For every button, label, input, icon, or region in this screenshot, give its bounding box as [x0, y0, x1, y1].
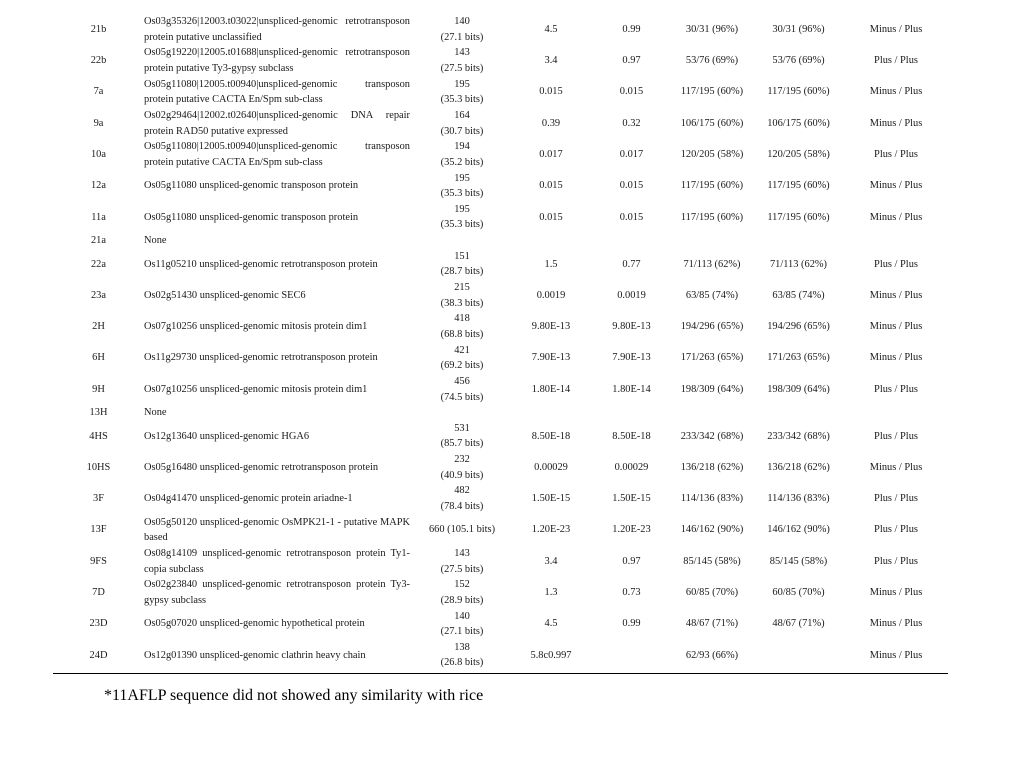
table-row	[53, 546, 948, 577]
row-identities: 233/342 (68%)	[680, 430, 744, 442]
row-expect-2: 0.017	[619, 149, 644, 161]
row-identities-2: 106/175 (60%)	[767, 117, 830, 129]
row-bits: (74.5 bits)	[440, 391, 484, 403]
row-identities: 198/309 (64%)	[680, 383, 744, 395]
row-identities: 136/218 (62%)	[680, 461, 744, 473]
row-description: None	[144, 235, 167, 247]
row-score-cell	[414, 452, 510, 483]
row-score: 421	[454, 344, 470, 356]
row-bits: (35.3 bits)	[440, 188, 484, 200]
row-expect: 0.017	[539, 149, 563, 161]
row-id: 23D	[89, 618, 108, 630]
row-expect: 0.39	[541, 117, 561, 129]
row-score: 151	[454, 250, 470, 262]
row-identities-2	[753, 640, 844, 671]
row-bits: (69.2 bits)	[440, 360, 484, 372]
row-identities: 71/113 (62%)	[683, 258, 741, 270]
table-row	[53, 421, 948, 452]
row-description: Os12g01390 unspliced-genomic clathrin heavy chain	[144, 649, 366, 661]
row-bits: (27.1 bits)	[440, 31, 484, 43]
row-expect-2: 0.97	[622, 555, 641, 567]
row-score-cell	[414, 45, 510, 76]
row-score: 140	[454, 610, 470, 622]
row-id: 11a	[91, 211, 106, 223]
row-id: 13H	[89, 407, 108, 419]
row-identities-2: 48/67 (71%)	[772, 618, 825, 630]
row-identities: 114/136 (83%)	[680, 493, 744, 505]
row-expect: 1.3	[544, 587, 558, 599]
row-description: Os02g51430 unspliced-genomic SEC6	[144, 289, 306, 301]
row-description: Os05g07020 unspliced-genomic hypothetical protein	[144, 618, 365, 630]
row-score: 140	[454, 16, 470, 28]
row-strand: Minus / Plus	[869, 352, 923, 364]
table-row	[53, 640, 948, 671]
row-strand: Minus / Plus	[869, 587, 923, 599]
blast-results-table	[53, 14, 948, 671]
row-identities-2: 60/85 (70%)	[772, 587, 825, 599]
table-row	[53, 170, 948, 201]
row-expect-2	[592, 233, 671, 249]
row-expect-2: 0.015	[619, 180, 644, 192]
row-id: 2H	[92, 321, 105, 333]
row-expect: 3.4	[544, 55, 558, 67]
row-expect-2: 0.99	[622, 618, 641, 630]
row-expect-2: 7.90E-13	[612, 352, 651, 364]
row-identities-2: 198/309 (64%)	[767, 383, 830, 395]
row-score: 195	[454, 203, 470, 215]
row-score: 164	[454, 109, 470, 121]
row-identities-2: 71/113 (62%)	[769, 258, 828, 270]
row-strand: Plus / Plus	[874, 493, 918, 505]
table-row	[53, 139, 948, 170]
row-score: 194	[454, 141, 470, 153]
table-row	[53, 311, 948, 342]
row-score-cell	[414, 577, 510, 608]
row-id: 21a	[90, 235, 106, 247]
row-identities: 117/195 (60%)	[680, 86, 744, 98]
row-score-cell	[414, 233, 510, 249]
row-bits: (30.7 bits)	[440, 125, 484, 137]
row-expect: 9.80E-13	[531, 321, 571, 333]
row-strand: Minus / Plus	[869, 211, 923, 223]
row-expect-2	[592, 405, 671, 421]
row-id: 6H	[92, 352, 105, 364]
row-identities-2: 117/195 (60%)	[767, 211, 830, 223]
row-strand	[844, 233, 948, 249]
row-score-cell	[414, 374, 510, 405]
row-identities-2: 146/162 (90%)	[767, 524, 830, 536]
row-strand: Plus / Plus	[874, 258, 918, 270]
table-footnote: *11AFLP sequence did not showed any similarity with rice	[104, 687, 484, 704]
row-score-cell	[414, 280, 510, 311]
table-row	[53, 374, 948, 405]
row-score-cell	[414, 249, 510, 280]
row-expect: 0.015	[539, 180, 563, 192]
row-id: 10a	[90, 149, 106, 161]
row-expect-2: 0.00029	[614, 461, 649, 473]
row-score: 418	[454, 313, 470, 325]
row-identities-2: 53/76 (69%)	[772, 55, 825, 67]
row-bits: (85.7 bits)	[440, 438, 484, 450]
row-score: 143	[454, 547, 470, 559]
table-row	[53, 233, 948, 249]
row-expect: 1.20E-23	[531, 524, 571, 536]
row-description: None	[144, 407, 167, 419]
row-bits: (38.3 bits)	[440, 297, 484, 309]
row-strand: Minus / Plus	[869, 23, 923, 35]
row-score: 456	[454, 375, 470, 387]
row-identities: 194/296 (65%)	[680, 321, 744, 333]
row-expect: 3.4	[544, 555, 558, 567]
row-description: Os04g41470 unspliced-genomic protein ariadne-1	[144, 493, 353, 505]
row-id: 13F	[90, 524, 107, 536]
row-id: 9a	[93, 117, 104, 129]
row-expect: 8.50E-18	[531, 430, 571, 442]
row-score-cell	[414, 14, 510, 45]
table-row	[53, 77, 948, 108]
row-score-cell	[414, 77, 510, 108]
row-expect-2: 0.73	[622, 587, 641, 599]
row-expect: 0.00029	[534, 461, 568, 473]
row-expect	[510, 405, 592, 421]
row-identities: 53/76 (69%)	[685, 55, 739, 67]
row-description: Os05g11080|12005.t00940|unspliced-genomic transposon protein putative CACTA En/Spm sub-class	[144, 141, 410, 168]
row-description: Os11g05210 unspliced-genomic retrotransposon protein	[144, 258, 378, 270]
row-identities: 85/145 (58%)	[683, 555, 741, 567]
row-description: Os05g11080|12005.t00940|unspliced-genomic transposon protein putative CACTA En/Spm sub-class	[144, 78, 410, 106]
row-identities-2: 136/218 (62%)	[767, 461, 830, 473]
row-bits: (27.1 bits)	[440, 626, 484, 638]
row-identities-2: 30/31 (96%)	[772, 23, 825, 35]
row-bits: (27.5 bits)	[440, 62, 484, 74]
row-id: 12a	[90, 180, 106, 192]
row-identities: 106/175 (60%)	[680, 117, 744, 129]
row-identities-2: 120/205 (58%)	[767, 149, 830, 161]
row-score-cell	[414, 343, 510, 374]
row-description: Os02g29464|12002.t02640|unspliced-genomic DNA repair protein RAD50 putative expressed	[144, 109, 410, 137]
row-score-cell	[414, 609, 510, 640]
row-expect: 1.80E-14	[531, 383, 571, 395]
row-expect: 0.015	[539, 211, 563, 223]
row-score-cell	[414, 640, 510, 671]
row-strand: Plus / Plus	[874, 430, 918, 442]
row-expect: 0.015	[539, 86, 563, 98]
row-score-cell	[414, 546, 510, 577]
row-identities: 171/263 (65%)	[680, 352, 744, 364]
row-score: 152	[454, 579, 470, 591]
row-score-cell	[414, 139, 510, 170]
row-identities	[671, 233, 753, 249]
row-description: Os07g10256 unspliced-genomic mitosis protein dim1	[144, 321, 368, 333]
row-strand: Minus / Plus	[869, 321, 923, 333]
row-strand: Plus / Plus	[874, 555, 918, 567]
row-identities	[671, 405, 753, 421]
row-strand: Plus / Plus	[874, 383, 918, 395]
row-expect: 4.5	[544, 23, 558, 35]
row-identities: 63/85 (74%)	[685, 289, 739, 301]
row-identities-2: 85/145 (58%)	[769, 555, 828, 567]
row-identities-2: 117/195 (60%)	[767, 86, 830, 98]
row-score: 143	[454, 47, 470, 59]
row-expect	[510, 233, 592, 249]
row-description: Os05g50120 unspliced-genomic OsMPK21-1 - putative MAPK based	[144, 516, 410, 544]
row-identities-2: 114/136 (83%)	[767, 493, 830, 505]
row-bits: (28.7 bits)	[440, 266, 484, 278]
row-id: 7a	[93, 86, 104, 98]
row-expect: 1.50E-15	[531, 493, 571, 505]
results-table-container	[53, 14, 948, 671]
row-identities-2: 171/263 (65%)	[767, 352, 830, 364]
row-expect-2: 0.99	[622, 23, 641, 35]
row-strand: Plus / Plus	[874, 55, 918, 67]
row-bits: (78.4 bits)	[440, 500, 484, 512]
row-strand: Minus / Plus	[869, 649, 923, 661]
row-bits: (35.3 bits)	[440, 219, 484, 231]
table-row	[53, 405, 948, 421]
row-description: Os05g11080 unspliced-genomic transposon protein	[144, 211, 359, 223]
row-id: 22a	[90, 258, 106, 270]
row-description: Os05g19220|12005.t01688|unspliced-genomic retrotransposon protein putative Ty3-gypsy subclass	[144, 47, 410, 74]
row-id: 22b	[90, 55, 107, 67]
row-bits: (35.2 bits)	[440, 156, 484, 168]
row-identities: 30/31 (96%)	[685, 23, 739, 35]
table-row	[53, 45, 948, 76]
row-expect: 1.5	[544, 258, 558, 270]
table-row	[53, 483, 948, 514]
row-score: 195	[454, 78, 470, 90]
row-bits: (40.9 bits)	[440, 469, 484, 481]
row-identities-2	[753, 233, 844, 249]
row-id: 9H	[92, 383, 105, 395]
table-row	[53, 14, 948, 45]
row-identities: 48/67 (71%)	[685, 618, 739, 630]
row-expect-2: 0.0019	[617, 289, 646, 301]
row-strand: Minus / Plus	[869, 289, 923, 301]
row-identities: 117/195 (60%)	[680, 211, 744, 223]
row-strand: Minus / Plus	[869, 86, 923, 98]
row-score-cell	[414, 405, 510, 421]
row-strand: Minus / Plus	[869, 180, 923, 192]
row-bits: (28.9 bits)	[440, 594, 484, 606]
row-id: 23a	[90, 289, 106, 301]
row-description: Os05g16480 unspliced-genomic retrotransposon protein	[144, 461, 379, 473]
row-identities-2	[753, 405, 844, 421]
row-score: 195	[454, 172, 470, 184]
row-expect-2: 1.20E-23	[612, 524, 651, 536]
row-strand	[844, 405, 948, 421]
table-row	[53, 202, 948, 233]
row-id: 4HS	[89, 430, 108, 442]
row-expect-2: 1.50E-15	[612, 493, 651, 505]
row-strand: Plus / Plus	[874, 524, 918, 536]
row-description: Os08g14109 unspliced-genomic retrotransposon protein Ty1-copia subclass	[144, 547, 410, 575]
row-score-cell	[414, 515, 510, 546]
row-expect-2: 9.80E-13	[612, 321, 651, 333]
row-expect: 5.8c0.997	[530, 649, 572, 661]
row-expect: 4.5	[544, 618, 558, 630]
row-description: Os12g13640 unspliced-genomic HGA6	[144, 430, 310, 442]
table-row	[53, 280, 948, 311]
row-id: 10HS	[86, 461, 111, 473]
row-bits: (68.8 bits)	[440, 328, 484, 340]
row-score-cell	[414, 170, 510, 201]
row-strand: Minus / Plus	[869, 117, 923, 129]
row-description: Os07g10256 unspliced-genomic mitosis protein dim1	[144, 383, 368, 395]
table-row	[53, 577, 948, 608]
row-identities: 120/205 (58%)	[680, 149, 744, 161]
row-expect: 0.0019	[536, 289, 566, 301]
row-strand: Minus / Plus	[869, 461, 923, 473]
row-score: 531	[454, 422, 470, 434]
row-description: Os03g35326|12003.t03022|unspliced-genomic retrotransposon protein putative unclassified	[144, 16, 410, 43]
row-bits: (27.5 bits)	[440, 563, 484, 575]
table-bottom-rule	[53, 673, 948, 674]
row-bits: (35.3 bits)	[440, 94, 484, 106]
row-identities-2: 194/296 (65%)	[767, 321, 830, 333]
row-score: 138	[454, 641, 470, 653]
table-row	[53, 249, 948, 280]
row-identities: 146/162 (90%)	[680, 524, 744, 536]
row-id: 9FS	[90, 555, 107, 567]
row-identities-2: 117/195 (60%)	[767, 180, 830, 192]
row-expect-2	[592, 640, 671, 671]
row-score: 660 (105.1 bits)	[428, 524, 496, 536]
row-expect: 7.90E-13	[531, 352, 571, 364]
table-body	[53, 14, 948, 671]
row-description: Os02g23840 unspliced-genomic retrotransposon protein Ty3-gypsy subclass	[144, 579, 410, 606]
row-id: 7D	[92, 587, 105, 599]
row-id: 24D	[89, 649, 108, 661]
row-score: 482	[454, 485, 470, 497]
row-expect-2: 0.32	[622, 117, 641, 129]
row-score-cell	[414, 311, 510, 342]
row-identities: 60/85 (70%)	[685, 587, 739, 599]
row-id: 3F	[93, 493, 104, 505]
row-score: 232	[454, 454, 470, 466]
row-strand: Plus / Plus	[874, 149, 918, 161]
row-strand: Minus / Plus	[869, 618, 923, 630]
row-id: 21b	[90, 23, 107, 35]
row-identities: 117/195 (60%)	[680, 180, 744, 192]
row-expect-2: 0.97	[622, 55, 641, 67]
table-row	[53, 343, 948, 374]
row-expect-2: 0.77	[622, 258, 641, 270]
row-description: Os05g11080 unspliced-genomic transposon protein	[144, 180, 359, 192]
table-row	[53, 108, 948, 139]
row-score-cell	[414, 483, 510, 514]
row-expect-2: 1.80E-14	[612, 383, 651, 395]
table-row	[53, 609, 948, 640]
row-description: Os11g29730 unspliced-genomic retrotransposon protein	[144, 352, 378, 364]
row-score-cell	[414, 421, 510, 452]
row-bits: (26.8 bits)	[440, 657, 484, 669]
table-row	[53, 452, 948, 483]
table-row	[53, 515, 948, 546]
row-identities-2: 63/85 (74%)	[772, 289, 825, 301]
row-expect-2: 8.50E-18	[612, 430, 651, 442]
row-expect-2: 0.015	[619, 211, 644, 223]
row-identities: 62/93 (66%)	[685, 649, 739, 661]
row-score-cell	[414, 108, 510, 139]
row-score: 215	[454, 282, 470, 294]
row-expect-2: 0.015	[619, 86, 644, 98]
row-score-cell	[414, 202, 510, 233]
row-identities-2: 233/342 (68%)	[767, 430, 830, 442]
